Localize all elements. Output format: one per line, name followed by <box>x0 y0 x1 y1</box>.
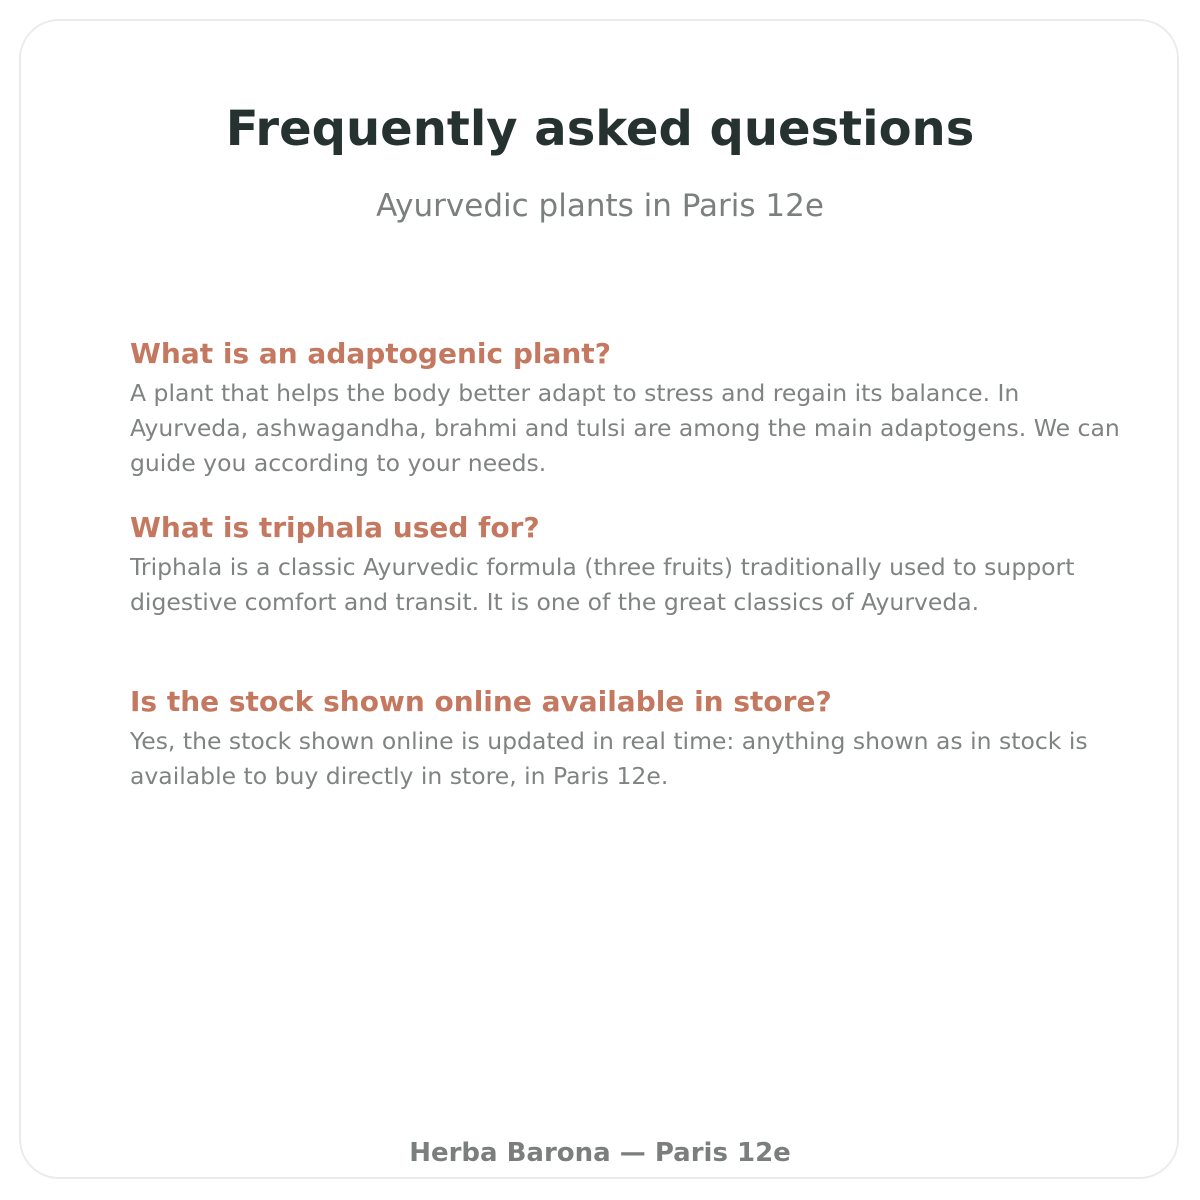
faq-answer: Triphala is a classic Ayurvedic formula (three fruits) traditionally used to support digestive comfort and transit. It is one of the great classics of Ayurveda. <box>130 553 1075 616</box>
faq-item-stock <box>130 684 1120 794</box>
faq-question: What is triphala used for? <box>130 511 540 544</box>
page-subtitle: Ayurvedic plants in Paris 12e <box>376 188 824 224</box>
faq-item-adaptogenic <box>130 336 1120 481</box>
page-title: Frequently asked questions <box>225 101 975 157</box>
footer-store-name: Herba Barona — Paris 12e <box>409 1138 791 1168</box>
faq-answer: A plant that helps the body better adapt to stress and regain its balance. In Ayurveda, ashwagandha, brahmi and tulsi are among the main adaptogens. We can guide you according to your needs. <box>130 379 1120 477</box>
faq-answer: Yes, the stock shown online is updated in real time: anything shown as in stock is available to buy directly in store, in Paris 12e. <box>130 727 1088 790</box>
faq-question: Is the stock shown online available in store? <box>130 685 832 718</box>
faq-question: What is an adaptogenic plant? <box>130 337 611 370</box>
faq-item-triphala <box>130 510 1120 620</box>
